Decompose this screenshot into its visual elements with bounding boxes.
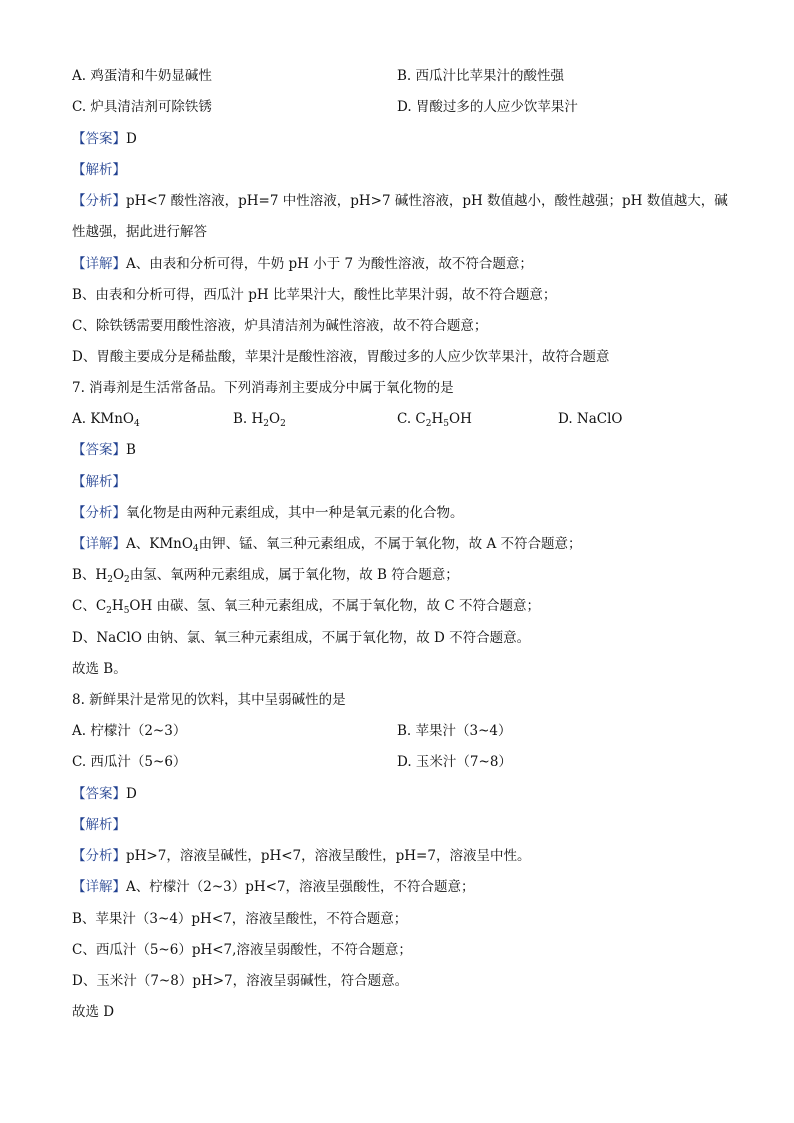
xiangjie-c: C、西瓜汁（5~6）pH<7,溶液呈弱酸性，不符合题意； <box>72 942 412 958</box>
xiangjie-tag: 【详解】 <box>72 879 126 895</box>
option-b: B. 西瓜汁比苹果汁的酸性强 <box>397 68 565 84</box>
answer-line <box>72 440 136 460</box>
answer-value: D <box>126 131 137 147</box>
xiangjie-a: 【详解】A、由表和分析可得，牛奶 pH 小于 7 为酸性溶液，故不符合题意； <box>72 256 533 272</box>
fenxi-line-2: 性越强，据此进行解答 <box>72 224 207 240</box>
option-c: C. $C_2H_5OH$ <box>397 411 472 429</box>
xiangjie-b: B、苹果汁（3~4）pH<7，溶液呈酸性，不符合题意； <box>72 911 408 927</box>
answer-tag: 【答案】 <box>72 131 126 147</box>
option-c: C. 西瓜汁（5~6） <box>72 754 187 770</box>
option-b: B. $H_2O_2$ <box>233 411 286 429</box>
analysis-tag: 【解析】 <box>72 474 126 490</box>
conclusion: 故选 D <box>72 1004 115 1020</box>
xiangjie-c: C、$C_2H_5OH$ 由碳、氢、氧三种元素组成，不属于氧化物，故 C 不符合题意； <box>72 598 540 616</box>
xiangjie-tag: 【详解】 <box>72 256 126 272</box>
answer-tag: 【答案】 <box>72 442 126 458</box>
xiangjie-d: D、NaClO 由钠、氯、氧三种元素组成，不属于氧化物，故 D 不符合题意。 <box>72 630 531 646</box>
xiangjie-a: 【详解】A、KMnO$_4$由钾、锰、氧三种元素组成，不属于氧化物，故 A 不符合题意； <box>72 536 582 554</box>
fenxi-line: 【分析】pH>7，溶液呈碱性，pH<7，溶液呈酸性，pH=7，溶液呈中性。 <box>72 848 531 864</box>
xiangjie-b: B、$H_2O_2$由氢、氧两种元素组成，属于氧化物，故 B 符合题意； <box>72 567 459 585</box>
xiangjie-b: B、由表和分析可得，西瓜汁 pH 比苹果汁大，酸性比苹果汁弱，故不符合题意； <box>72 287 557 303</box>
answer-line <box>72 129 137 149</box>
question-7-stem: 7. 消毒剂是生活常备品。下列消毒剂主要成分中属于氧化物的是 <box>72 380 454 396</box>
xiangjie-a: 【详解】A、柠檬汁（2~3）pH<7，溶液呈强酸性，不符合题意； <box>72 879 475 895</box>
option-a: A. 鸡蛋清和牛奶显碱性 <box>72 68 212 84</box>
answer-value: D <box>126 786 137 802</box>
xiangjie-c: C、除铁锈需要用酸性溶液，炉具清洁剂为碱性溶液，故不符合题意； <box>72 318 488 334</box>
fenxi-tag: 【分析】 <box>72 505 126 521</box>
xiangjie-tag: 【详解】 <box>72 536 126 552</box>
fenxi-tag: 【分析】 <box>72 193 126 209</box>
option-a: A. KMnO$_4$ <box>72 411 140 429</box>
fenxi-tag: 【分析】 <box>72 848 126 864</box>
fenxi-line-1: 【分析】pH<7 酸性溶液，pH=7 中性溶液，pH>7 碱性溶液，pH 数值越小，酸性越强；pH 数值越大，碱 <box>72 193 728 209</box>
question-8-stem: 8. 新鲜果汁是常见的饮料，其中呈弱碱性的是 <box>72 692 346 708</box>
option-d: D. 玉米汁（7~8） <box>397 754 512 770</box>
option-c: C. 炉具清洁剂可除铁锈 <box>72 99 212 115</box>
xiangjie-d: D、玉米汁（7~8）pH>7，溶液呈弱碱性，符合题意。 <box>72 973 409 989</box>
analysis-tag: 【解析】 <box>72 162 126 178</box>
option-d: D. 胃酸过多的人应少饮苹果汁 <box>397 99 578 115</box>
answer-line <box>72 784 137 804</box>
answer-value: B <box>126 442 136 458</box>
option-b: B. 苹果汁（3~4） <box>397 723 512 739</box>
option-a: A. 柠檬汁（2~3） <box>72 723 187 739</box>
analysis-tag: 【解析】 <box>72 817 126 833</box>
answer-tag: 【答案】 <box>72 786 126 802</box>
option-d: D. NaClO <box>558 411 623 427</box>
conclusion: 故选 B。 <box>72 661 127 677</box>
xiangjie-d: D、胃酸主要成分是稀盐酸，苹果汁是酸性溶液，胃酸过多的人应少饮苹果汁，故符合题意 <box>72 349 610 365</box>
fenxi-line: 【分析】氧化物是由两种元素组成，其中一种是氧元素的化合物。 <box>72 505 464 521</box>
